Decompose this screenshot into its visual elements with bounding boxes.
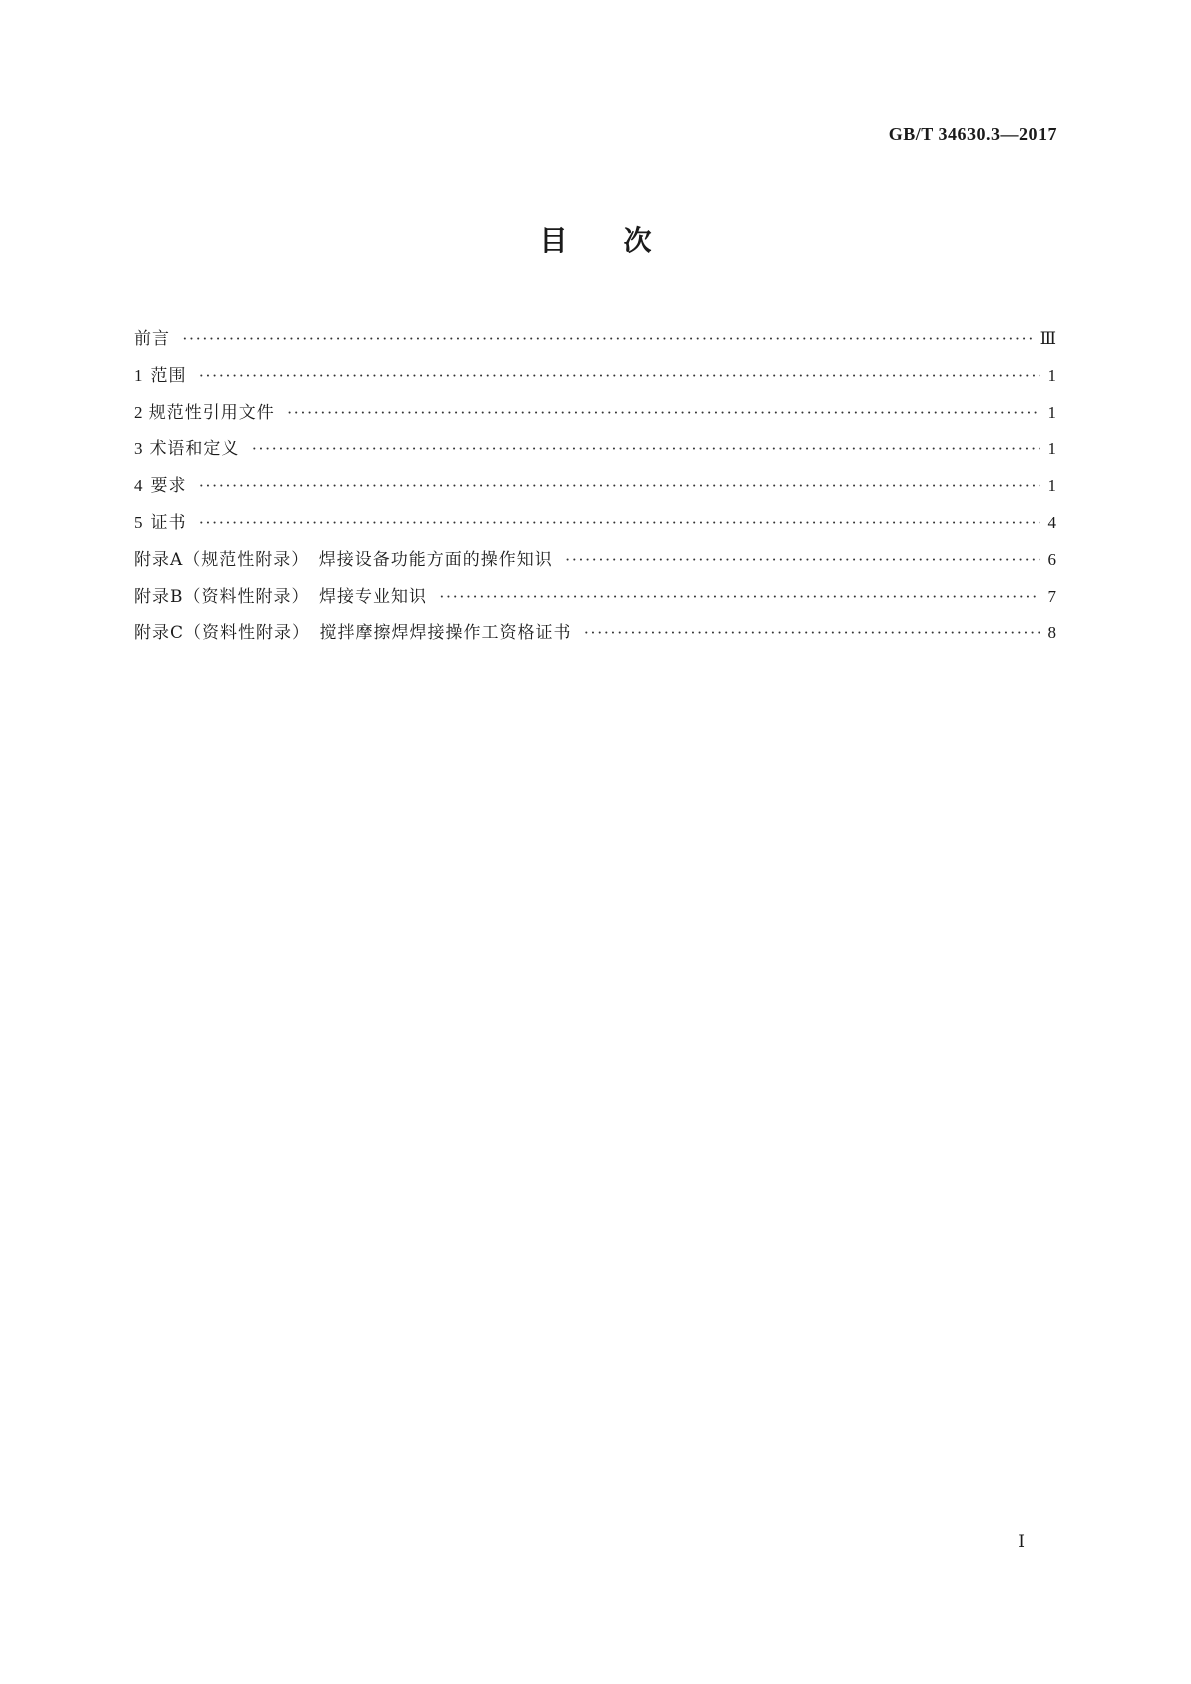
toc-entry-number: 3: [134, 439, 143, 459]
toc-entry-page: 1: [1047, 439, 1056, 459]
toc-entry-number: 1: [134, 365, 143, 385]
toc-entry-label: 前言: [134, 329, 170, 349]
toc-entry-number: 2: [134, 402, 143, 422]
toc-dot-leader: [439, 587, 1040, 607]
toc-entry-page: 6: [1047, 549, 1056, 569]
toc-entry-label: 证书: [150, 512, 187, 533]
toc-dot-leader: [182, 329, 1034, 349]
toc-entry-foreword[interactable]: [134, 324, 1056, 361]
toc-entry-number: 4: [134, 476, 143, 496]
page-title: 目次: [539, 224, 708, 257]
toc-entry-label: 附录A（规范性附录） 焊接设备功能方面的操作知识: [134, 549, 553, 570]
toc-entry-terms-definitions[interactable]: [134, 434, 1056, 471]
toc-entry-normative-references[interactable]: [134, 398, 1056, 435]
toc-entry-annex-b[interactable]: [134, 582, 1056, 619]
toc-dot-leader: [287, 403, 1040, 423]
toc-entry-page: 4: [1047, 512, 1056, 532]
toc-entry-page: 1: [1047, 476, 1056, 496]
toc-entry-certificate[interactable]: [134, 508, 1056, 545]
toc-entry-label: 要求: [150, 476, 187, 497]
toc-entry-scope[interactable]: [134, 361, 1056, 398]
table-of-contents: [134, 324, 1056, 655]
toc-entry-page: Ⅲ: [1039, 329, 1056, 348]
toc-dot-leader: [198, 476, 1040, 496]
standard-number: GB/T 34630.3—2017: [888, 124, 1057, 144]
toc-dot-leader: [251, 439, 1040, 459]
toc-dot-leader: [584, 623, 1040, 643]
toc-entry-requirements[interactable]: [134, 471, 1056, 508]
toc-entry-label: 附录C（资料性附录） 搅拌摩擦焊焊接操作工资格证书: [134, 623, 572, 644]
toc-entry-page: 1: [1047, 365, 1056, 385]
toc-entry-label: 规范性引用文件: [148, 402, 275, 423]
toc-entry-number: 5: [134, 512, 143, 532]
toc-dot-leader: [565, 550, 1040, 570]
toc-entry-annex-a[interactable]: [134, 545, 1056, 582]
toc-dot-leader: [198, 366, 1040, 386]
toc-entry-label: 范围: [150, 365, 187, 386]
toc-dot-leader: [198, 513, 1040, 533]
toc-entry-label: 术语和定义: [149, 439, 240, 460]
toc-entry-page: 1: [1047, 402, 1056, 422]
page-number: Ⅰ: [1018, 1532, 1025, 1551]
toc-entry-page: 8: [1047, 623, 1056, 643]
toc-entry-annex-c[interactable]: [134, 618, 1056, 655]
toc-entry-label: 附录B（资料性附录） 焊接专业知识: [134, 586, 427, 607]
toc-entry-page: 7: [1047, 586, 1056, 606]
